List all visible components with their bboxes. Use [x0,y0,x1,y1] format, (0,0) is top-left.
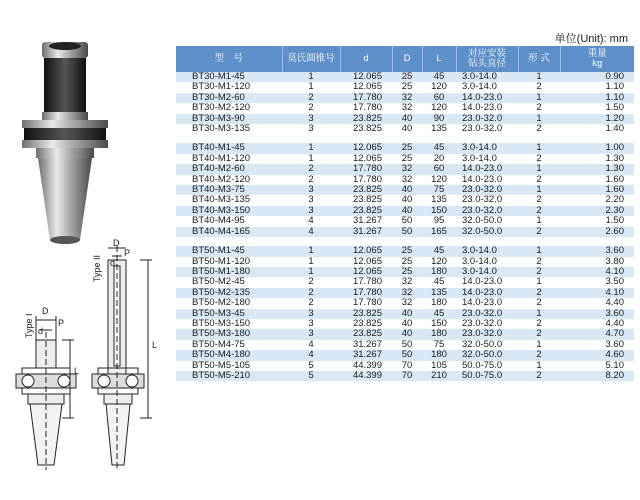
table-cell: 2 [518,175,560,185]
table-cell: 23.825 [340,329,392,339]
table-cell: 2 [282,175,340,185]
table-cell: 1.20 [560,114,634,124]
table-cell: 3.0-14.0 [456,154,518,164]
table-cell: 1 [518,361,560,371]
table-cell: 12.065 [340,257,392,267]
table-cell: 180 [422,267,456,277]
table-cell: 45 [422,143,456,153]
table-cell: 40 [392,206,422,216]
table-cell: 2 [518,298,560,308]
table-cell: 3.60 [560,309,634,319]
header-morse-taper: 莫氏圆锥号 [282,46,340,72]
table-cell: 2 [518,124,560,134]
table-cell: 3.0-14.0 [456,257,518,267]
table-cell: BT30-M3-135 [176,124,282,134]
table-cell: 45 [422,72,456,82]
table-cell: 45 [422,277,456,287]
table-cell: 3.0-14.0 [456,246,518,256]
table-cell: 50 [392,227,422,237]
table-cell: 3.0-14.0 [456,72,518,82]
table-cell: 23.825 [340,124,392,134]
table-cell: 165 [422,227,456,237]
table-cell: 2.20 [560,195,634,205]
table-cell: 2.30 [560,206,634,216]
table-cell: 3 [282,195,340,205]
header-L: L [422,46,456,72]
table-cell: 50.0-75.0 [456,361,518,371]
table-cell: 40 [392,185,422,195]
table-cell: 2 [518,267,560,277]
table-cell: 180 [422,329,456,339]
table-cell: BT40-M4-95 [176,216,282,226]
table-cell: 1 [282,143,340,153]
table-cell: 2 [518,195,560,205]
table-cell: BT30-M2-120 [176,103,282,113]
table-cell: 4 [282,227,340,237]
table-cell: BT50-M2-135 [176,288,282,298]
table-cell: 12.065 [340,143,392,153]
table-row [176,371,634,381]
table-cell: 5 [282,361,340,371]
table-cell: BT50-M1-45 [176,246,282,256]
table-cell: 1.40 [560,124,634,134]
table-cell: 31.267 [340,340,392,350]
table-cell: 3 [282,309,340,319]
table-cell: BT30-M1-45 [176,72,282,82]
table-cell: 31.267 [340,350,392,360]
table-cell: 1 [282,82,340,92]
table-cell: 3 [282,319,340,329]
table-cell: 50 [392,350,422,360]
table-cell: BT40-M3-135 [176,195,282,205]
header-model: 型 号 [176,46,282,72]
table-cell: 1 [518,309,560,319]
table-cell: 23.825 [340,185,392,195]
table-cell: 3 [282,206,340,216]
table-cell: 120 [422,175,456,185]
table-cell: 3 [282,114,340,124]
table-cell: 105 [422,361,456,371]
table-cell: BT30-M1-120 [176,82,282,92]
table-cell: 40 [392,114,422,124]
table-cell: 3.0-14.0 [456,143,518,153]
spec-table [176,46,634,381]
table-cell: 2 [518,257,560,267]
table-cell: BT40-M2-60 [176,164,282,174]
table-cell: 60 [422,164,456,174]
table-cell: 44.399 [340,371,392,381]
table-cell: 1 [282,267,340,277]
table-cell: 44.399 [340,361,392,371]
table-cell: 31.267 [340,216,392,226]
table-cell: 90 [422,114,456,124]
table-cell: 25 [392,154,422,164]
table-cell: 32.0-50.0 [456,350,518,360]
table-cell: 14.0-23.0 [456,93,518,103]
table-cell: 3 [282,185,340,195]
table-cell: BT50-M1-120 [176,257,282,267]
table-cell: 12.065 [340,82,392,92]
table-cell: 120 [422,103,456,113]
dim-P-type1: P [58,318,65,328]
table-cell: 3.60 [560,246,634,256]
header-d: d [340,46,392,72]
table-cell: 45 [422,309,456,319]
type1-label: Type I [24,313,34,338]
table-cell: 120 [422,257,456,267]
table-cell: 5 [282,371,340,381]
table-cell: 3.0-14.0 [456,267,518,277]
table-cell: 23.0-32.0 [456,185,518,195]
table-cell: 14.0-23.0 [456,288,518,298]
table-cell: 4.70 [560,329,634,339]
table-cell: BT50-M3-180 [176,329,282,339]
table-cell: 3.60 [560,340,634,350]
table-cell: 95 [422,216,456,226]
header-D: D [392,46,422,72]
table-cell: 2 [518,288,560,298]
table-cell: 23.0-32.0 [456,329,518,339]
table-cell: 17.780 [340,277,392,287]
table-cell: 1 [282,72,340,82]
table-cell: 8.20 [560,371,634,381]
table-cell: 17.780 [340,103,392,113]
table-cell: 23.825 [340,206,392,216]
table-cell: 25 [392,143,422,153]
dim-D-type2: D [113,238,120,248]
table-cell: 20 [422,154,456,164]
table-cell: 1 [518,143,560,153]
table-cell: 32 [392,298,422,308]
table-cell: 23.0-32.0 [456,124,518,134]
table-cell: 32 [392,164,422,174]
table-cell: 14.0-23.0 [456,298,518,308]
table-cell: 31.267 [340,227,392,237]
table-cell: BT50-M5-105 [176,361,282,371]
table-cell: BT40-M1-120 [176,154,282,164]
table-cell: 210 [422,371,456,381]
table-cell: 4.10 [560,288,634,298]
table-cell: 1.30 [560,154,634,164]
table-cell: 45 [422,246,456,256]
unit-label: 单位(Unit): mm [554,33,628,45]
table-cell: 2 [518,103,560,113]
table-cell: 25 [392,246,422,256]
dimension-diagram [0,240,176,500]
table-cell: 0.90 [560,72,634,82]
table-cell: BT40-M3-75 [176,185,282,195]
table-cell: BT40-M1-45 [176,143,282,153]
table-cell: 4 [282,340,340,350]
table-cell: 135 [422,288,456,298]
table-cell: 2 [282,103,340,113]
dim-L-type1: L [74,366,80,376]
table-cell: 2 [282,298,340,308]
table-cell: BT50-M5-210 [176,371,282,381]
table-cell: 4.60 [560,350,634,360]
table-cell: BT40-M3-150 [176,206,282,216]
table-cell: 1 [518,185,560,195]
table-cell: 23.825 [340,309,392,319]
table-cell: 5.10 [560,361,634,371]
table-cell: 32.0-50.0 [456,216,518,226]
table-cell: 2 [518,319,560,329]
table-cell: BT50-M4-75 [176,340,282,350]
table-cell: 150 [422,319,456,329]
table-cell: 1.60 [560,185,634,195]
table-cell: 4.40 [560,319,634,329]
table-row [176,124,634,134]
table-cell: 23.0-32.0 [456,195,518,205]
table-cell: 3 [282,329,340,339]
table-cell: 180 [422,298,456,308]
table-cell: 17.780 [340,93,392,103]
dim-D-type1: D [42,306,49,316]
table-cell: 17.780 [340,298,392,308]
table-cell: 2 [518,206,560,216]
table-cell: 17.780 [340,164,392,174]
table-cell: 4.10 [560,267,634,277]
table-cell: BT50-M3-45 [176,309,282,319]
table-cell: 40 [392,195,422,205]
table-cell: 1.30 [560,164,634,174]
table-cell: 150 [422,206,456,216]
table-cell: BT50-M4-180 [176,350,282,360]
table-cell: 4 [282,216,340,226]
table-cell: 1 [518,246,560,256]
table-cell: 3 [282,124,340,134]
table-cell: 40 [392,309,422,319]
table-cell: 32 [392,103,422,113]
table-cell: 1.50 [560,103,634,113]
table-row [176,350,634,360]
table-cell: 23.0-32.0 [456,114,518,124]
type2-label: Type II [92,254,102,282]
table-cell: BT40-M2-120 [176,175,282,185]
table-cell: 2 [518,227,560,237]
table-cell: 32.0-50.0 [456,227,518,237]
dim-P-type2: P [124,248,131,258]
table-cell: 1 [518,93,560,103]
table-cell: 32 [392,288,422,298]
table-cell: 1 [518,340,560,350]
table-cell: 50 [392,340,422,350]
table-cell: 32.0-50.0 [456,340,518,350]
table-cell: 1 [282,246,340,256]
table-cell: 25 [392,72,422,82]
table-cell: 1 [518,216,560,226]
dim-L-type2: L [152,340,158,350]
table-cell: 4 [282,350,340,360]
table-header-row [176,46,634,72]
table-cell: 25 [392,82,422,92]
table-cell: 23.0-32.0 [456,319,518,329]
table-cell: 1.60 [560,175,634,185]
table-cell: 1 [282,154,340,164]
table-cell: 23.825 [340,195,392,205]
table-cell: 1.10 [560,82,634,92]
header-drill-diameter: 对应安装 钻头直径 [456,46,518,72]
table-cell: 1.00 [560,143,634,153]
table-cell: 12.065 [340,72,392,82]
table-cell: 12.065 [340,154,392,164]
table-cell: 23.825 [340,319,392,329]
header-type: 形 式 [518,46,560,72]
table-cell: 23.825 [340,114,392,124]
table-cell: 32 [392,93,422,103]
header-weight: 重量 kg [560,46,634,72]
table-cell: 60 [422,93,456,103]
table-cell: 3.50 [560,277,634,287]
table-cell: 14.0-23.0 [456,164,518,174]
table-cell: 17.780 [340,175,392,185]
table-cell: 120 [422,82,456,92]
table-cell: 23.0-32.0 [456,309,518,319]
table-cell: 32 [392,175,422,185]
table-row [176,246,634,256]
dim-d-type1: d [38,326,44,336]
table-cell: 12.065 [340,246,392,256]
table-cell: 2 [518,82,560,92]
table-cell: 14.0-23.0 [456,103,518,113]
table-cell: 2 [518,350,560,360]
table-cell: BT50-M2-45 [176,277,282,287]
table-cell: BT50-M2-180 [176,298,282,308]
table-cell: 50 [392,216,422,226]
tool-holder-photo [14,40,124,250]
table-cell: 1.50 [560,216,634,226]
table-cell: 40 [392,329,422,339]
table-cell: 1 [282,257,340,267]
table-cell: BT50-M1-180 [176,267,282,277]
table-cell: 3.0-14.0 [456,82,518,92]
table-cell: 2 [282,277,340,287]
table-cell: BT50-M3-150 [176,319,282,329]
table-cell: 4.40 [560,298,634,308]
table-cell: 1 [518,277,560,287]
table-cell: 12.065 [340,267,392,277]
table-cell: 135 [422,195,456,205]
table-cell: 50.0-75.0 [456,371,518,381]
table-cell: 2 [518,154,560,164]
table-cell: 1 [518,164,560,174]
table-cell: 2 [518,329,560,339]
table-cell: 75 [422,340,456,350]
table-cell: 40 [392,124,422,134]
table-cell: 180 [422,350,456,360]
table-cell: 1 [518,114,560,124]
table-cell: 2 [518,371,560,381]
table-cell: 135 [422,124,456,134]
table-cell: 25 [392,257,422,267]
table-cell: 3.80 [560,257,634,267]
dim-d-type2: d [110,258,116,268]
table-cell: BT30-M3-90 [176,114,282,124]
table-row [176,227,634,237]
table-cell: 70 [392,371,422,381]
table-cell: 25 [392,267,422,277]
table-cell: 1 [518,72,560,82]
table-cell: 23.0-32.0 [456,206,518,216]
table-cell: BT40-M4-165 [176,227,282,237]
table-cell: 70 [392,361,422,371]
table-cell: 1.10 [560,93,634,103]
table-cell: BT30-M2-60 [176,93,282,103]
table-cell: 2 [282,164,340,174]
table-cell: 2 [282,93,340,103]
table-cell: 2 [282,288,340,298]
table-cell: 17.780 [340,288,392,298]
table-cell: 32 [392,277,422,287]
table-cell: 40 [392,319,422,329]
table-cell: 14.0-23.0 [456,175,518,185]
table-cell: 14.0-23.0 [456,277,518,287]
table-cell: 75 [422,185,456,195]
table-row [176,298,634,308]
table-cell: 2.60 [560,227,634,237]
